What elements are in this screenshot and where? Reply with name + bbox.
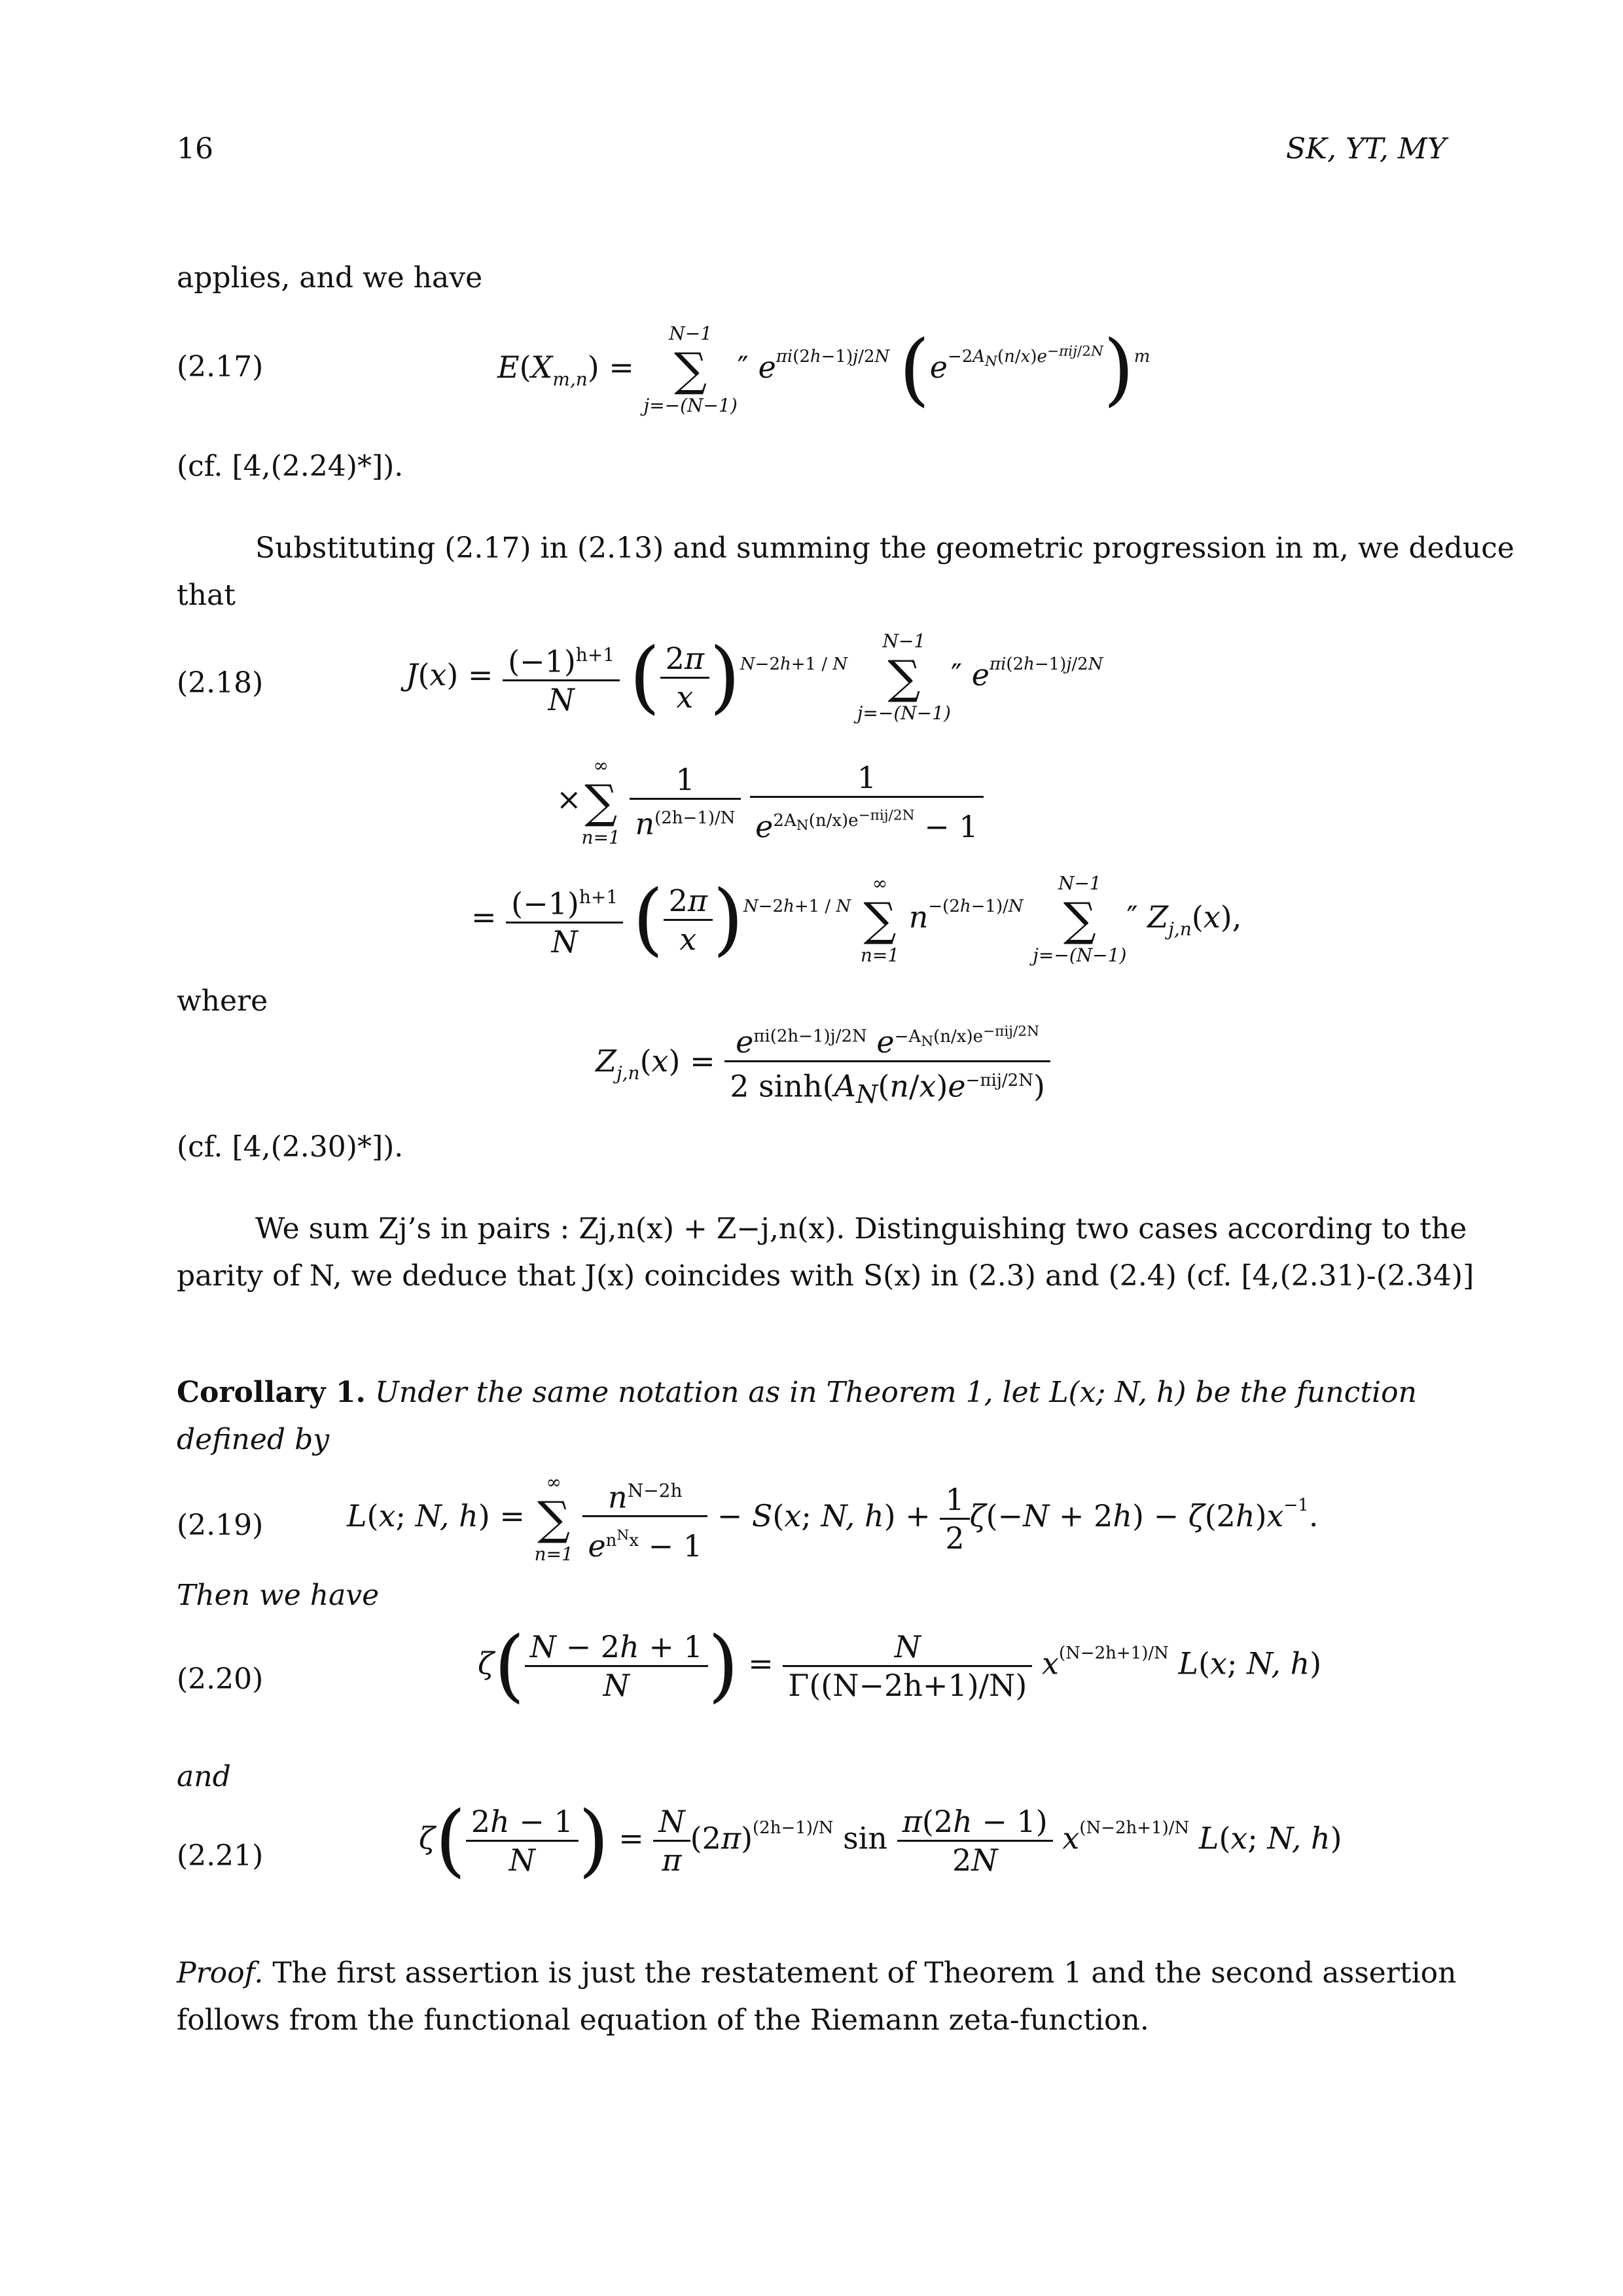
equation-2-21: ζ( $\frac{2h - 1}{N}$ ) = $\frac{N}{\pi}$ $(2\pi)^{(2h-1)/N}$ sin $\frac{\pi(2h - 1)}{2N}$ $x^{(N-2h+1)/N}$ L(x; N, h) <box>419 1795 1342 1886</box>
equation-number-2-18: (2.18) <box>177 666 264 700</box>
paragraph-substituting-line1: Substituting (2.17) in (2.13) and summing the geometric progression in m, we deduce <box>255 531 1514 565</box>
equation-2-20: ζ( $\frac{N - 2h + 1}{N}$ ) = $\frac{N}{\Gamma((N-2h+1)/N)}$ $x^{(N-2h+1)/N}$ L(x; N, h) <box>478 1620 1322 1712</box>
proof-label: Proof. <box>177 1956 264 1990</box>
equation-2-18-line3: = $\frac{(-1)^{h+1}}{N}$ ( $\frac{2\pi}{x}$ )$^{N-2h+1 / N}$ ∞ ∑ n=1 $n^{-(2h-1)/N}$ N−1 ∑ j=−(N−1) ″ $Z_{j,n}(x)$, <box>471 872 1242 966</box>
paragraph-we-sum-line2: parity of N, we deduce that J(x) coincides with S(x) in (2.3) and (2.4) (cf. [4,(2.31)-(2.34)] <box>177 1259 1474 1293</box>
proof-line1 <box>177 1954 1456 1993</box>
corollary-line2: defined by <box>177 1423 330 1456</box>
word-where: where <box>177 984 268 1018</box>
corollary-statement: Under the same notation as in Theorem 1, let L(x; N, h) be the function <box>374 1376 1417 1409</box>
proof-text: The first assertion is just the restatement of Theorem 1 and the second assertion <box>272 1956 1457 1990</box>
running-head-authors: SK, YT, MY <box>1286 132 1446 166</box>
citation-2-30: (cf. [4,(2.30)*]). <box>177 1130 404 1164</box>
proof-line2: follows from the functional equation of the Riemann zeta-function. <box>177 2003 1149 2037</box>
paragraph-applies: applies, and we have <box>177 261 483 295</box>
citation-2-24: (cf. [4,(2.24)*]). <box>177 450 404 483</box>
equation-2-18-line1: J(x) = $\frac{(-1)^{h+1}}{N}$ ( $\frac{2\pi}{x}$ )$^{N-2h+1 / N}$ N−1 ∑ j=−(N−1) ″ $e^{\pi i(2h-1)j/2N}$ <box>406 630 1103 724</box>
equation-number-2-17: (2.17) <box>177 350 264 384</box>
word-and: and <box>177 1760 231 1793</box>
equation-number-2-21: (2.21) <box>177 1839 264 1873</box>
then-we-have: Then we have <box>177 1579 380 1612</box>
page-number: 16 <box>177 132 213 166</box>
equation-2-19: L(x; N, h) = ∞ ∑ n=1 $\frac{n^{N-2h}}{e^{n^Nx} - 1}$ − S(x; N, h) + $\frac{1}{2}$ $\zeta(-N + 2h) - \zeta(2h)x^{-1}$. <box>347 1471 1319 1565</box>
corollary-line1 <box>177 1373 1417 1412</box>
equation-number-2-19: (2.19) <box>177 1509 264 1542</box>
equation-number-2-20: (2.20) <box>177 1662 264 1696</box>
equation-z-definition: $Z_{j,n}(x)$ = $\frac{e^{\pi i(2h-1)j/2N} e^{-A_N(n/x)e^{-\pi ij/2N}}}{2 \sinh(A_N(n/x)e^{-\pi ij/2N})}$ <box>596 1013 1050 1114</box>
corollary-label: Corollary 1. <box>177 1376 366 1409</box>
equation-2-17: $E(X_{m,n})$ = N−1 ∑ j=−(N−1) ″ $e^{\pi i(2h-1)j/2N}$ $(e^{-2A_N(n/x)e^{-\pi ij/2N}})^m$ <box>497 323 1150 416</box>
paragraph-we-sum-line1: We sum Zj’s in pairs : Zj,n(x) + Z−j,n(x). Distinguishing two cases according to the <box>255 1212 1467 1246</box>
equation-2-18-line2: × ∞ ∑ n=1 $\frac{1}{n^{(2h-1)/N}}$ $\frac{1}{e^{2A_N(n/x)e^{-\pi ij/2N}} - 1}$ <box>556 753 984 851</box>
paragraph-substituting-line2: that <box>177 579 236 612</box>
